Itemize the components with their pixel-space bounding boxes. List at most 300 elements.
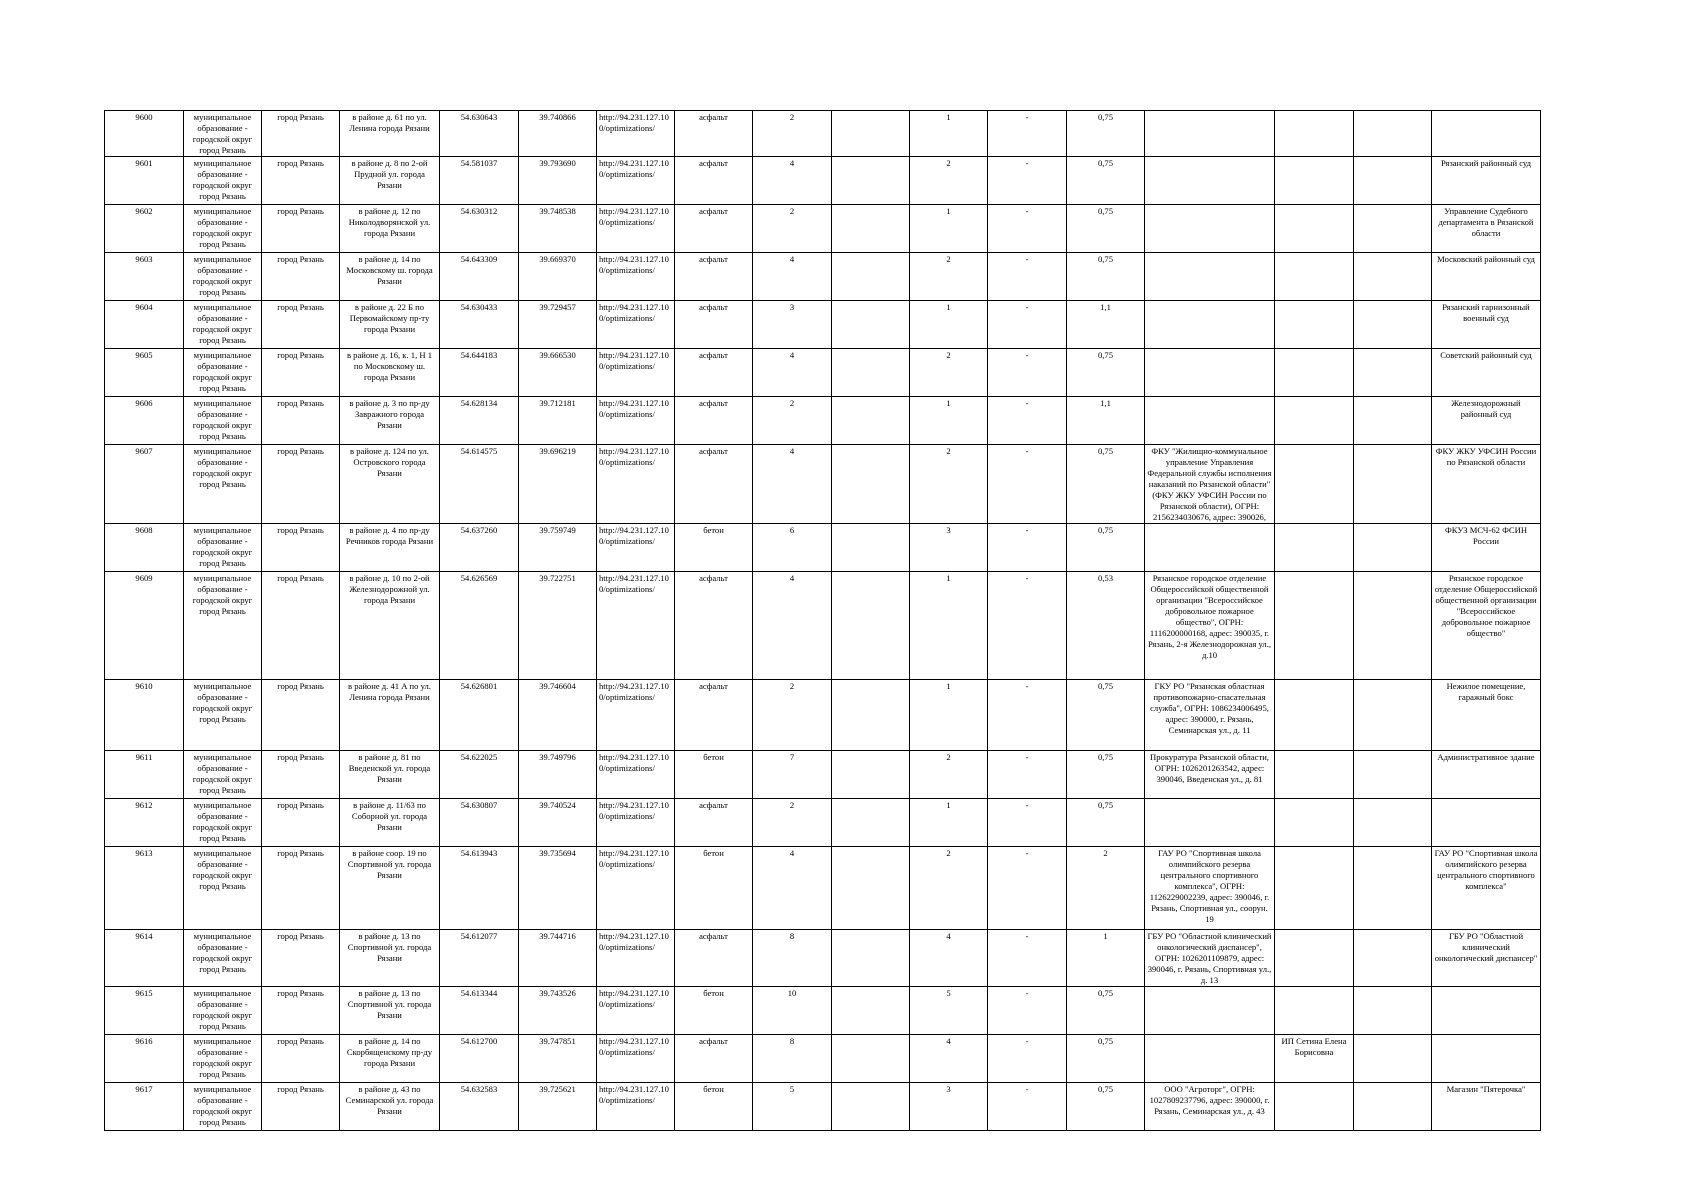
city-cell: город Рязань — [262, 253, 340, 301]
dash-cell: - — [988, 205, 1067, 253]
containers-cell: 2 — [910, 445, 988, 524]
empty-cell — [1354, 987, 1432, 1035]
empty-cell — [1354, 751, 1432, 799]
municipality-cell: муниципальное образование - городской округ город Рязань — [184, 930, 262, 987]
empty-cell — [1354, 205, 1432, 253]
id-cell: 9615 — [105, 987, 184, 1035]
table-row — [105, 799, 1541, 847]
table-body — [105, 111, 1541, 1131]
document-sheet — [104, 110, 1540, 1131]
empty-cell — [1354, 524, 1432, 572]
location-cell: в районе д. 43 по Семинарской ул. города Рязани — [340, 1083, 440, 1131]
latitude-cell: 54.626801 — [440, 680, 519, 751]
waste-source-cell: Управление Судебного департамента в Рязанской области — [1432, 205, 1541, 253]
waste-source-cell: Рязанский гарнизонный военный суд — [1432, 301, 1541, 349]
dash-cell: - — [988, 301, 1067, 349]
entrepreneur-cell — [1275, 680, 1354, 751]
surface-cell: асфальт — [675, 680, 753, 751]
dash-cell: - — [988, 111, 1067, 157]
longitude-cell: 39.793690 — [519, 157, 597, 205]
latitude-cell: 54.628134 — [440, 397, 519, 445]
table-row — [105, 397, 1541, 445]
containers-cell: 3 — [910, 1083, 988, 1131]
volume-cell: 0,75 — [1067, 680, 1145, 751]
location-cell: в районе д. 14 по Скорбященскому пр-ду города Рязани — [340, 1035, 440, 1083]
waste-source-cell: Нежилое помещение, гаражный бокс — [1432, 680, 1541, 751]
longitude-cell: 39.722751 — [519, 572, 597, 680]
waste-source-cell: ГБУ РО "Областной клинический онкологический диспансер" — [1432, 930, 1541, 987]
empty-cell — [1354, 111, 1432, 157]
area-cell: 2 — [753, 205, 832, 253]
waste-source-cell: Железнодорожный районный суд — [1432, 397, 1541, 445]
map-link-cell: http://94.231.127.100/optimizations/ — [597, 1035, 675, 1083]
table-row — [105, 157, 1541, 205]
entrepreneur-cell — [1275, 253, 1354, 301]
map-link-cell: http://94.231.127.100/optimizations/ — [597, 987, 675, 1035]
longitude-cell: 39.749796 — [519, 751, 597, 799]
map-link-cell: http://94.231.127.100/optimizations/ — [597, 930, 675, 987]
owner-cell: Прокуратура Рязанской области, ОГРН: 1026201263542, адрес: 390046, Введенская ул., д. 81 — [1145, 751, 1275, 799]
empty-cell — [832, 157, 910, 205]
dash-cell: - — [988, 524, 1067, 572]
dash-cell: - — [988, 253, 1067, 301]
longitude-cell: 39.747851 — [519, 1035, 597, 1083]
containers-cell: 1 — [910, 680, 988, 751]
owner-cell — [1145, 157, 1275, 205]
empty-cell — [832, 847, 910, 930]
area-cell: 6 — [753, 524, 832, 572]
municipality-cell: муниципальное образование - городской округ город Рязань — [184, 349, 262, 397]
entrepreneur-cell — [1275, 847, 1354, 930]
owner-cell — [1145, 253, 1275, 301]
city-cell: город Рязань — [262, 524, 340, 572]
surface-cell: бетон — [675, 751, 753, 799]
empty-cell — [1354, 349, 1432, 397]
table-row — [105, 987, 1541, 1035]
map-link-cell: http://94.231.127.100/optimizations/ — [597, 157, 675, 205]
surface-cell: асфальт — [675, 157, 753, 205]
location-cell: в районе д. 13 по Спортивной ул. города Рязани — [340, 930, 440, 987]
area-cell: 2 — [753, 111, 832, 157]
municipality-cell: муниципальное образование - городской округ город Рязань — [184, 680, 262, 751]
owner-cell: ФКУ "Жилищно-коммунальное управление Управления Федеральной службы исполнения наказаний по Рязанской области" (ФКУ ЖКУ УФСИН России по Рязанской области), ОГРН: 2156234030676, адрес: 390026, — [1145, 445, 1275, 524]
empty-cell — [1354, 445, 1432, 524]
longitude-cell: 39.759749 — [519, 524, 597, 572]
containers-cell: 2 — [910, 349, 988, 397]
volume-cell: 0,75 — [1067, 111, 1145, 157]
location-cell: в районе соор. 19 по Спортивной ул. города Рязани — [340, 847, 440, 930]
longitude-cell: 39.735694 — [519, 847, 597, 930]
empty-cell — [832, 301, 910, 349]
municipality-cell: муниципальное образование - городской округ город Рязань — [184, 847, 262, 930]
surface-cell: асфальт — [675, 349, 753, 397]
empty-cell — [832, 1035, 910, 1083]
dash-cell: - — [988, 1035, 1067, 1083]
empty-cell — [832, 205, 910, 253]
owner-cell — [1145, 987, 1275, 1035]
id-cell: 9613 — [105, 847, 184, 930]
containers-cell: 2 — [910, 157, 988, 205]
id-cell: 9609 — [105, 572, 184, 680]
map-link-cell: http://94.231.127.100/optimizations/ — [597, 572, 675, 680]
municipality-cell: муниципальное образование - городской округ город Рязань — [184, 987, 262, 1035]
city-cell: город Рязань — [262, 1035, 340, 1083]
latitude-cell: 54.632583 — [440, 1083, 519, 1131]
longitude-cell: 39.746604 — [519, 680, 597, 751]
city-cell: город Рязань — [262, 157, 340, 205]
empty-cell — [832, 680, 910, 751]
containers-cell: 1 — [910, 397, 988, 445]
entrepreneur-cell — [1275, 524, 1354, 572]
surface-cell: асфальт — [675, 111, 753, 157]
containers-cell: 4 — [910, 930, 988, 987]
waste-source-cell — [1432, 987, 1541, 1035]
owner-cell: ГАУ РО "Спортивная школа олимпийского резерва центрального спортивного комплекса", ОГРН: 1126229002239, адрес: 390046, г. Рязань, Спортивная ул., соорун. 19 — [1145, 847, 1275, 930]
map-link-cell: http://94.231.127.100/optimizations/ — [597, 253, 675, 301]
table-row — [105, 930, 1541, 987]
waste-source-cell — [1432, 799, 1541, 847]
entrepreneur-cell — [1275, 930, 1354, 987]
registry-table — [104, 110, 1541, 1131]
empty-cell — [832, 930, 910, 987]
containers-cell: 1 — [910, 572, 988, 680]
latitude-cell: 54.613344 — [440, 987, 519, 1035]
empty-cell — [832, 445, 910, 524]
owner-cell: ГКУ РО "Рязанская областная противопожарно-спасательная служба", ОГРН: 1086234006495, адрес: 390000, г. Рязань, Семинарская ул., д. 11 — [1145, 680, 1275, 751]
surface-cell: асфальт — [675, 397, 753, 445]
location-cell: в районе д. 11/63 по Соборной ул. города Рязани — [340, 799, 440, 847]
volume-cell: 0,75 — [1067, 524, 1145, 572]
volume-cell: 1,1 — [1067, 397, 1145, 445]
city-cell: город Рязань — [262, 680, 340, 751]
volume-cell: 1 — [1067, 930, 1145, 987]
location-cell: в районе д. 3 по пр-ду Завражного города Рязани — [340, 397, 440, 445]
containers-cell: 1 — [910, 205, 988, 253]
owner-cell — [1145, 205, 1275, 253]
dash-cell: - — [988, 987, 1067, 1035]
latitude-cell: 54.630643 — [440, 111, 519, 157]
id-cell: 9612 — [105, 799, 184, 847]
longitude-cell: 39.748538 — [519, 205, 597, 253]
longitude-cell: 39.712181 — [519, 397, 597, 445]
id-cell: 9617 — [105, 1083, 184, 1131]
owner-cell — [1145, 111, 1275, 157]
municipality-cell: муниципальное образование - городской округ город Рязань — [184, 445, 262, 524]
volume-cell: 0,75 — [1067, 1083, 1145, 1131]
municipality-cell: муниципальное образование - городской округ город Рязань — [184, 253, 262, 301]
entrepreneur-cell — [1275, 157, 1354, 205]
waste-source-cell: ГАУ РО "Спортивная школа олимпийского резерва центрального спортивного комплекса" — [1432, 847, 1541, 930]
waste-source-cell — [1432, 1035, 1541, 1083]
surface-cell: асфальт — [675, 445, 753, 524]
volume-cell: 0,53 — [1067, 572, 1145, 680]
municipality-cell: муниципальное образование - городской округ город Рязань — [184, 1083, 262, 1131]
area-cell: 4 — [753, 253, 832, 301]
location-cell: в районе д. 16, к. 1, Н 1 по Московскому ш. города Рязани — [340, 349, 440, 397]
municipality-cell: муниципальное образование - городской округ город Рязань — [184, 205, 262, 253]
dash-cell: - — [988, 930, 1067, 987]
map-link-cell: http://94.231.127.100/optimizations/ — [597, 524, 675, 572]
table-row — [105, 349, 1541, 397]
area-cell: 4 — [753, 349, 832, 397]
city-cell: город Рязань — [262, 847, 340, 930]
owner-cell: ГБУ РО "Областной клинический онкологический диспансер", ОГРН: 1026201109879, адрес: 390046, г. Рязань, Спортивная ул., д. 13 — [1145, 930, 1275, 987]
empty-cell — [1354, 397, 1432, 445]
empty-cell — [1354, 680, 1432, 751]
map-link-cell: http://94.231.127.100/optimizations/ — [597, 205, 675, 253]
volume-cell: 0,75 — [1067, 157, 1145, 205]
empty-cell — [1354, 253, 1432, 301]
municipality-cell: муниципальное образование - городской округ город Рязань — [184, 1035, 262, 1083]
entrepreneur-cell — [1275, 799, 1354, 847]
owner-cell: ООО "Агроторг", ОГРН: 1027809237796, адрес: 390000, г. Рязань, Семинарская ул., д. 43 — [1145, 1083, 1275, 1131]
municipality-cell: муниципальное образование - городской округ город Рязань — [184, 751, 262, 799]
municipality-cell: муниципальное образование - городской округ город Рязань — [184, 397, 262, 445]
city-cell: город Рязань — [262, 205, 340, 253]
table-row — [105, 751, 1541, 799]
table-row — [105, 572, 1541, 680]
dash-cell: - — [988, 445, 1067, 524]
area-cell: 4 — [753, 847, 832, 930]
empty-cell — [1354, 572, 1432, 680]
empty-cell — [1354, 930, 1432, 987]
surface-cell: бетон — [675, 524, 753, 572]
containers-cell: 1 — [910, 301, 988, 349]
waste-source-cell: Магазин "Пятерочка" — [1432, 1083, 1541, 1131]
id-cell: 9606 — [105, 397, 184, 445]
entrepreneur-cell — [1275, 987, 1354, 1035]
dash-cell: - — [988, 157, 1067, 205]
waste-source-cell: Рязанское городское отделение Общероссийской общественной организации "Всероссийское добровольное пожарное общество" — [1432, 572, 1541, 680]
volume-cell: 0,75 — [1067, 445, 1145, 524]
surface-cell: асфальт — [675, 301, 753, 349]
id-cell: 9614 — [105, 930, 184, 987]
entrepreneur-cell — [1275, 301, 1354, 349]
longitude-cell: 39.744716 — [519, 930, 597, 987]
location-cell: в районе д. 41 А по ул. Ленина города Рязани — [340, 680, 440, 751]
volume-cell: 2 — [1067, 847, 1145, 930]
surface-cell: асфальт — [675, 572, 753, 680]
latitude-cell: 54.612700 — [440, 1035, 519, 1083]
table-row — [105, 1035, 1541, 1083]
entrepreneur-cell — [1275, 751, 1354, 799]
area-cell: 2 — [753, 799, 832, 847]
containers-cell: 5 — [910, 987, 988, 1035]
table-row — [105, 111, 1541, 157]
dash-cell: - — [988, 1083, 1067, 1131]
map-link-cell: http://94.231.127.100/optimizations/ — [597, 1083, 675, 1131]
map-link-cell: http://94.231.127.100/optimizations/ — [597, 445, 675, 524]
owner-cell — [1145, 1035, 1275, 1083]
area-cell: 4 — [753, 572, 832, 680]
entrepreneur-cell: ИП Сетина Елена Борисовна — [1275, 1035, 1354, 1083]
containers-cell: 1 — [910, 111, 988, 157]
containers-cell: 2 — [910, 751, 988, 799]
latitude-cell: 54.630807 — [440, 799, 519, 847]
area-cell: 2 — [753, 397, 832, 445]
longitude-cell: 39.740524 — [519, 799, 597, 847]
latitude-cell: 54.612077 — [440, 930, 519, 987]
id-cell: 9600 — [105, 111, 184, 157]
latitude-cell: 54.581037 — [440, 157, 519, 205]
table-row — [105, 680, 1541, 751]
waste-source-cell: Административное здание — [1432, 751, 1541, 799]
location-cell: в районе д. 124 по ул. Островского города Рязани — [340, 445, 440, 524]
entrepreneur-cell — [1275, 397, 1354, 445]
dash-cell: - — [988, 349, 1067, 397]
area-cell: 3 — [753, 301, 832, 349]
id-cell: 9605 — [105, 349, 184, 397]
waste-source-cell — [1432, 111, 1541, 157]
empty-cell — [1354, 1035, 1432, 1083]
city-cell: город Рязань — [262, 1083, 340, 1131]
entrepreneur-cell — [1275, 572, 1354, 680]
latitude-cell: 54.630312 — [440, 205, 519, 253]
municipality-cell: муниципальное образование - городской округ город Рязань — [184, 157, 262, 205]
surface-cell: асфальт — [675, 799, 753, 847]
owner-cell: Рязанское городское отделение Общероссийской общественной организации "Всероссийское добровольное пожарное общество", ОГРН: 1116200000168, адрес: 390035, г. Рязань, 2-я Железнодорожная ул., д.10 — [1145, 572, 1275, 680]
dash-cell: - — [988, 751, 1067, 799]
surface-cell: асфальт — [675, 205, 753, 253]
area-cell: 7 — [753, 751, 832, 799]
map-link-cell: http://94.231.127.100/optimizations/ — [597, 751, 675, 799]
longitude-cell: 39.666530 — [519, 349, 597, 397]
dash-cell: - — [988, 847, 1067, 930]
containers-cell: 1 — [910, 799, 988, 847]
city-cell: город Рязань — [262, 445, 340, 524]
containers-cell: 2 — [910, 253, 988, 301]
surface-cell: асфальт — [675, 1035, 753, 1083]
dash-cell: - — [988, 572, 1067, 680]
table-row — [105, 1083, 1541, 1131]
map-link-cell: http://94.231.127.100/optimizations/ — [597, 680, 675, 751]
volume-cell: 0,75 — [1067, 799, 1145, 847]
map-link-cell: http://94.231.127.100/optimizations/ — [597, 847, 675, 930]
surface-cell: бетон — [675, 847, 753, 930]
containers-cell: 2 — [910, 847, 988, 930]
volume-cell: 0,75 — [1067, 751, 1145, 799]
table-row — [105, 301, 1541, 349]
volume-cell: 0,75 — [1067, 253, 1145, 301]
longitude-cell: 39.669370 — [519, 253, 597, 301]
empty-cell — [832, 799, 910, 847]
volume-cell: 0,75 — [1067, 349, 1145, 397]
location-cell: в районе д. 81 по Введенской ул. города Рязани — [340, 751, 440, 799]
dash-cell: - — [988, 799, 1067, 847]
waste-source-cell: ФКУ ЖКУ УФСИН России по Рязанской области — [1432, 445, 1541, 524]
entrepreneur-cell — [1275, 111, 1354, 157]
table-row — [105, 253, 1541, 301]
surface-cell: асфальт — [675, 930, 753, 987]
id-cell: 9610 — [105, 680, 184, 751]
map-link-cell: http://94.231.127.100/optimizations/ — [597, 111, 675, 157]
municipality-cell: муниципальное образование - городской округ город Рязань — [184, 572, 262, 680]
empty-cell — [832, 572, 910, 680]
dash-cell: - — [988, 680, 1067, 751]
city-cell: город Рязань — [262, 751, 340, 799]
id-cell: 9607 — [105, 445, 184, 524]
latitude-cell: 54.630433 — [440, 301, 519, 349]
waste-source-cell: Московский районный суд — [1432, 253, 1541, 301]
area-cell: 10 — [753, 987, 832, 1035]
id-cell: 9608 — [105, 524, 184, 572]
id-cell: 9602 — [105, 205, 184, 253]
volume-cell: 0,75 — [1067, 987, 1145, 1035]
surface-cell: бетон — [675, 1083, 753, 1131]
map-link-cell: http://94.231.127.100/optimizations/ — [597, 301, 675, 349]
waste-source-cell: Советский районный суд — [1432, 349, 1541, 397]
volume-cell: 0,75 — [1067, 1035, 1145, 1083]
municipality-cell: муниципальное образование - городской округ город Рязань — [184, 799, 262, 847]
id-cell: 9604 — [105, 301, 184, 349]
empty-cell — [832, 397, 910, 445]
owner-cell — [1145, 397, 1275, 445]
longitude-cell: 39.740866 — [519, 111, 597, 157]
latitude-cell: 54.622025 — [440, 751, 519, 799]
latitude-cell: 54.614575 — [440, 445, 519, 524]
location-cell: в районе д. 13 по Спортивной ул. города Рязани — [340, 987, 440, 1035]
table-row — [105, 205, 1541, 253]
location-cell: в районе д. 10 по 2-ой Железнодорожной ул. города Рязани — [340, 572, 440, 680]
volume-cell: 1,1 — [1067, 301, 1145, 349]
containers-cell: 4 — [910, 1035, 988, 1083]
area-cell: 2 — [753, 680, 832, 751]
table-row — [105, 524, 1541, 572]
empty-cell — [1354, 799, 1432, 847]
latitude-cell: 54.644183 — [440, 349, 519, 397]
empty-cell — [832, 751, 910, 799]
municipality-cell: муниципальное образование - городской округ город Рязань — [184, 111, 262, 157]
volume-cell: 0,75 — [1067, 205, 1145, 253]
owner-cell — [1145, 524, 1275, 572]
empty-cell — [832, 987, 910, 1035]
location-cell: в районе д. 61 по ул. Ленина города Рязани — [340, 111, 440, 157]
municipality-cell: муниципальное образование - городской округ город Рязань — [184, 301, 262, 349]
waste-source-cell: Рязанский районный суд — [1432, 157, 1541, 205]
empty-cell — [832, 1083, 910, 1131]
table-row — [105, 847, 1541, 930]
latitude-cell: 54.613943 — [440, 847, 519, 930]
longitude-cell: 39.729457 — [519, 301, 597, 349]
longitude-cell: 39.725621 — [519, 1083, 597, 1131]
location-cell: в районе д. 14 по Московскому ш. города Рязани — [340, 253, 440, 301]
dash-cell: - — [988, 397, 1067, 445]
surface-cell: бетон — [675, 987, 753, 1035]
city-cell: город Рязань — [262, 397, 340, 445]
id-cell: 9611 — [105, 751, 184, 799]
map-link-cell: http://94.231.127.100/optimizations/ — [597, 349, 675, 397]
empty-cell — [1354, 1083, 1432, 1131]
latitude-cell: 54.626569 — [440, 572, 519, 680]
id-cell: 9616 — [105, 1035, 184, 1083]
entrepreneur-cell — [1275, 445, 1354, 524]
surface-cell: асфальт — [675, 253, 753, 301]
empty-cell — [832, 111, 910, 157]
containers-cell: 3 — [910, 524, 988, 572]
entrepreneur-cell — [1275, 349, 1354, 397]
empty-cell — [1354, 301, 1432, 349]
location-cell: в районе д. 12 по Николодворянской ул. города Рязани — [340, 205, 440, 253]
table-row — [105, 445, 1541, 524]
municipality-cell: муниципальное образование - городской округ город Рязань — [184, 524, 262, 572]
area-cell: 8 — [753, 1035, 832, 1083]
entrepreneur-cell — [1275, 1083, 1354, 1131]
id-cell: 9601 — [105, 157, 184, 205]
empty-cell — [1354, 847, 1432, 930]
location-cell: в районе д. 8 по 2-ой Прудной ул. города Рязани — [340, 157, 440, 205]
longitude-cell: 39.743526 — [519, 987, 597, 1035]
latitude-cell: 54.637260 — [440, 524, 519, 572]
